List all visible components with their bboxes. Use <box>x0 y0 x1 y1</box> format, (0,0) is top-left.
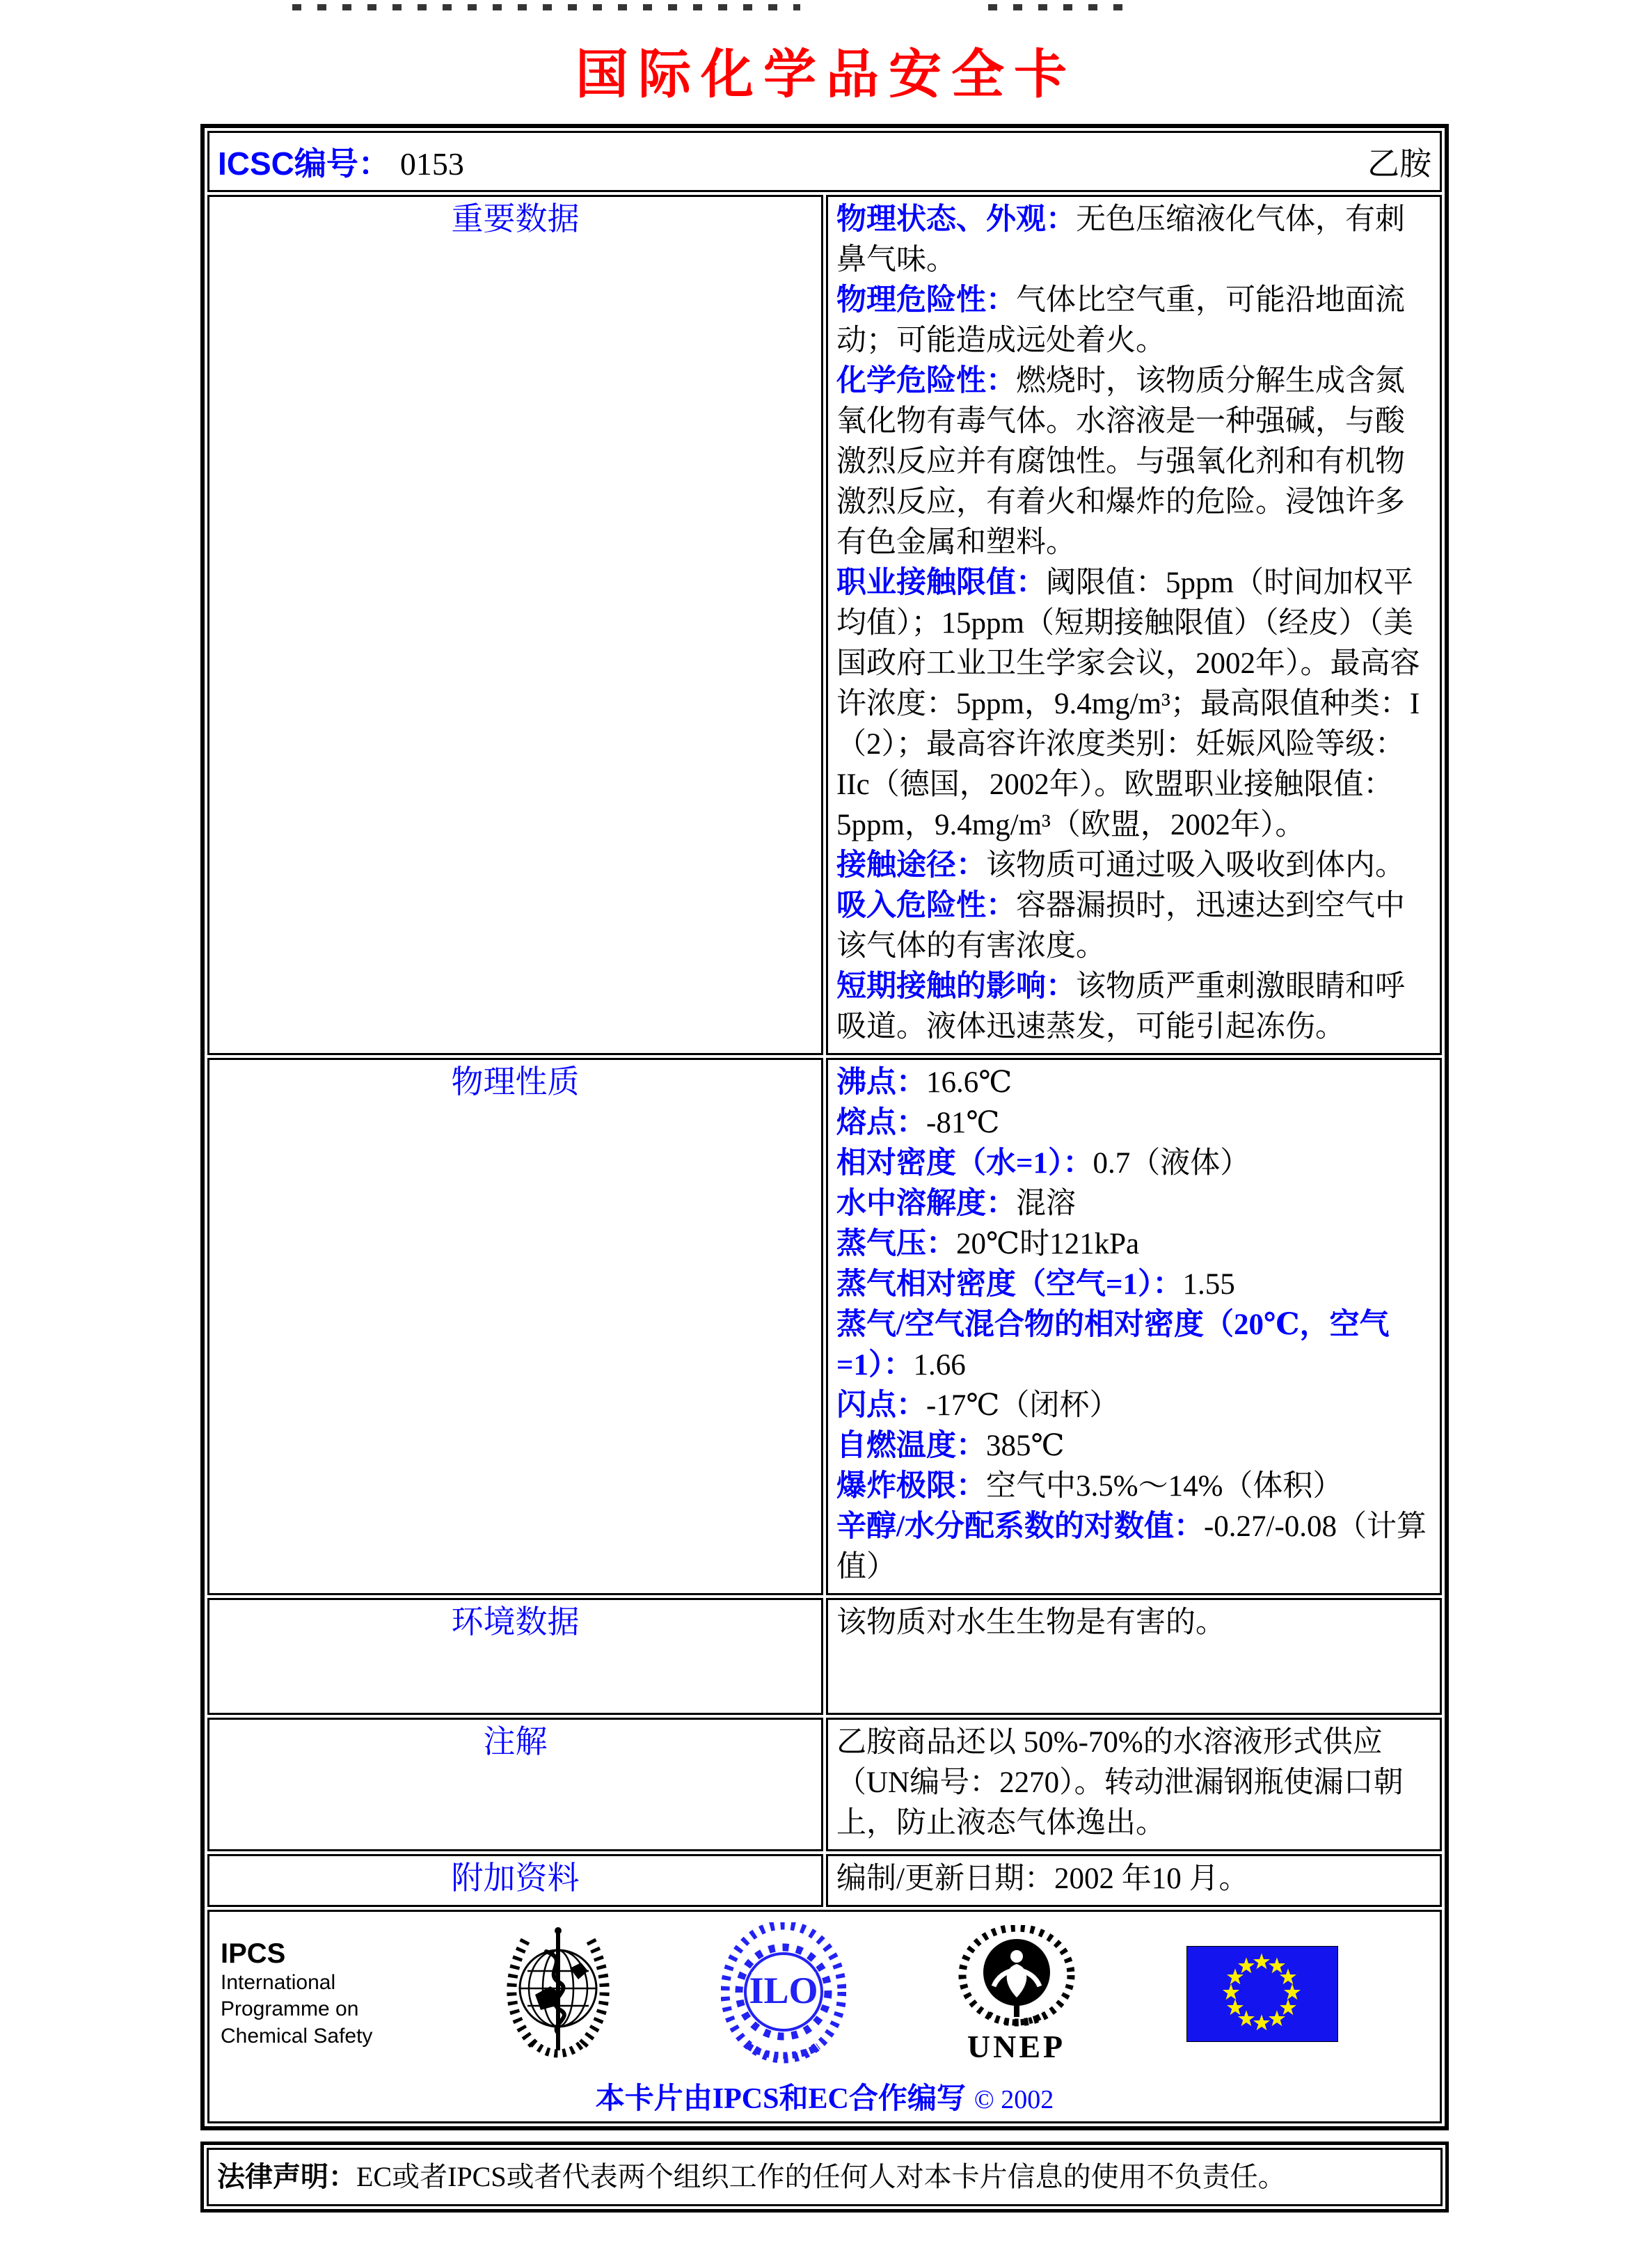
field-label: 辛醇/水分配系数的对数值： <box>836 1510 1204 1543</box>
field-label: 蒸气/空气混合物的相对密度（20℃，空气=1）： <box>836 1308 1390 1382</box>
notes-row <box>207 1718 1442 1851</box>
field-label: 物理危险性： <box>836 284 1016 317</box>
field-label: 沸点： <box>836 1066 926 1099</box>
field-label: 爆炸极限： <box>836 1470 986 1503</box>
field-value: 乙胺商品还以 50%-70%的水溶液形式供应（UN编号：2270）。转动泄漏钢瓶使漏口朝上，防止液态气体逸出。 <box>836 1726 1404 1839</box>
section-content-additional <box>826 1854 1442 1907</box>
field-value: 该物质对水生生物是有害的。 <box>836 1606 1225 1639</box>
chemical-name: 乙胺 <box>1367 146 1431 182</box>
icsc-number: 0153 <box>399 146 464 182</box>
data-item <box>836 1603 1431 1643</box>
section-label-environment: 环境数据 <box>207 1598 823 1715</box>
ipcs-subtitle-line: Programme on <box>221 1997 359 2021</box>
field-label: 水中溶解度： <box>836 1187 1016 1220</box>
field-label: 相对密度（水=1）： <box>836 1147 1093 1180</box>
section-label-additional: 附加资料 <box>207 1854 823 1907</box>
legal-notice-table <box>200 2142 1449 2213</box>
field-value: 0.7（液体） <box>1093 1147 1250 1180</box>
field-value: 1.66 <box>913 1349 966 1382</box>
svg-text:ILO: ILO <box>749 1970 818 2011</box>
data-item <box>836 886 1431 967</box>
section-label-notes: 注解 <box>207 1718 823 1851</box>
additional-info-row <box>207 1854 1442 1907</box>
clipped-text-fragment <box>988 4 1124 10</box>
field-value: 16.6℃ <box>926 1066 1012 1099</box>
field-label: 物理状态、外观： <box>836 203 1076 236</box>
important-data-row <box>207 195 1442 1055</box>
section-content-important <box>826 195 1442 1055</box>
field-label: 蒸气相对密度（空气=1）： <box>836 1268 1183 1301</box>
environment-data-row <box>207 1598 1442 1715</box>
caption-text: 本卡片由IPCS和EC合作编写 <box>595 2083 966 2115</box>
eu-flag-icon <box>1186 1946 1338 2042</box>
section-label-important: 重要数据 <box>207 195 823 1055</box>
field-label: 化学危险性： <box>836 365 1016 397</box>
data-item <box>836 1265 1431 1305</box>
header-row <box>207 131 1442 192</box>
data-item <box>836 1063 1431 1103</box>
data-item <box>836 563 1431 846</box>
field-value: -0.27/-0.08（计算值） <box>836 1510 1427 1583</box>
data-item <box>836 361 1431 563</box>
data-item <box>836 1386 1431 1426</box>
field-label: 短期接触的影响： <box>836 970 1076 1003</box>
ilo-emblem-icon <box>721 1922 846 2065</box>
icsc-number-group <box>218 138 464 184</box>
who-emblem-icon <box>506 1922 610 2065</box>
logos-cell <box>207 1910 1442 2123</box>
data-item <box>836 1466 1431 1507</box>
data-item <box>836 1426 1431 1466</box>
field-value: 阈限值：5ppm（时间加权平均值）；15ppm（短期接触限值）（经皮）（美国政府工业卫生学家会议，2002年）。最高容许浓度：5ppm，9.4mg/m³；最高限值种类：I（2）；最高容许浓度类别：妊娠风险等级：IIc（德国，2002年）。欧盟职业接触限值：5ppm，9.4mg/m³（欧盟，2002年）。 <box>836 567 1420 841</box>
section-content-physical <box>826 1058 1442 1595</box>
ipcs-title: IPCS <box>221 1938 286 1969</box>
data-item <box>836 200 1431 280</box>
cooperation-caption <box>209 2075 1440 2117</box>
data-item <box>836 846 1431 886</box>
field-label: 吸入危险性： <box>836 889 1016 922</box>
data-item <box>836 1143 1431 1184</box>
ipcs-text-block <box>221 1938 395 2050</box>
header-cell <box>207 131 1442 192</box>
field-value: 1.55 <box>1182 1268 1235 1301</box>
field-value: 385℃ <box>986 1430 1065 1462</box>
field-value: 20℃时121kPa <box>956 1228 1140 1260</box>
field-label: 接触途径： <box>836 849 986 882</box>
field-value: 气体比空气重，可能沿地面流动；可能造成远处着火。 <box>836 284 1405 357</box>
field-label: 自燃温度： <box>836 1430 986 1462</box>
clipped-print-header <box>0 1 1652 11</box>
field-label: 职业接触限值： <box>836 567 1046 599</box>
data-item <box>836 1723 1431 1844</box>
field-label: 闪点： <box>836 1389 926 1422</box>
unep-wordmark: UNEP <box>967 2028 1066 2064</box>
field-label: 蒸气压： <box>836 1228 956 1260</box>
data-item <box>836 1859 1431 1899</box>
field-value: 空气中3.5%～14%（体积） <box>986 1470 1343 1503</box>
legal-label: 法律声明： <box>217 2162 356 2192</box>
field-value: -81℃ <box>926 1107 1000 1139</box>
copyright-text: © 2002 <box>974 2085 1054 2114</box>
field-value: -17℃（闭杯） <box>926 1389 1120 1422</box>
physical-properties-row <box>207 1058 1442 1595</box>
ipcs-subtitle-line: International <box>221 1970 336 1994</box>
field-value: 燃烧时，该物质分解生成含氮氧化物有毒气体。水溶液是一种强碱，与酸激烈反应并有腐蚀性。与强氧化剂和有机物激烈反应，有着火和爆炸的危险。浸蚀许多有色金属和塑料。 <box>836 365 1405 559</box>
legal-text: EC或者IPCS或者代表两个组织工作的任何人对本卡片信息的使用不负责任。 <box>356 2161 1286 2192</box>
field-value: 编制/更新日期：2002 年10 月。 <box>836 1862 1249 1895</box>
icsc-card-table <box>200 124 1449 2130</box>
legal-notice-row <box>207 2148 1443 2206</box>
unep-emblem-icon <box>958 1925 1076 2029</box>
field-value: 该物质严重刺激眼睛和呼吸道。液体迅速蒸发，可能引起冻伤。 <box>836 970 1405 1043</box>
section-content-notes <box>826 1718 1442 1851</box>
field-value: 混溶 <box>1016 1187 1076 1220</box>
data-item <box>836 1507 1431 1588</box>
data-item <box>836 1103 1431 1143</box>
section-label-physical: 物理性质 <box>207 1058 823 1595</box>
icsc-number-label: ICSC编号： <box>218 145 390 182</box>
field-value: 无色压缩液化气体，有刺鼻气味。 <box>836 203 1405 276</box>
data-item <box>836 280 1431 361</box>
field-label: 熔点： <box>836 1107 926 1139</box>
logos-row <box>207 1910 1442 2123</box>
legal-notice-cell <box>207 2148 1443 2206</box>
data-item <box>836 1224 1431 1265</box>
unep-logo-block <box>958 1925 1076 2063</box>
data-item <box>836 1305 1431 1386</box>
page-title: 国际化学品安全卡 <box>575 45 1077 104</box>
field-value: 该物质可通过吸入吸收到体内。 <box>986 849 1405 882</box>
field-value: 容器漏损时，迅速达到空气中该气体的有害浓度。 <box>836 889 1405 963</box>
section-content-environment <box>826 1598 1442 1715</box>
data-item <box>836 967 1431 1047</box>
ipcs-subtitle-line: Chemical Safety <box>221 2024 373 2048</box>
clipped-text-fragment <box>292 4 800 10</box>
data-item <box>836 1184 1431 1224</box>
